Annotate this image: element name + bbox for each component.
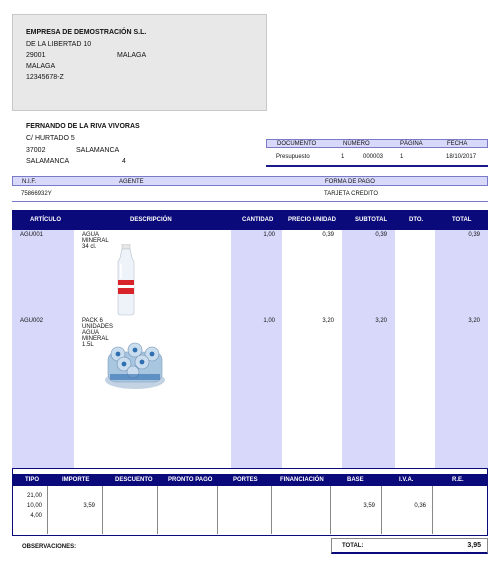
nif-header-agente: AGENTE	[119, 179, 144, 185]
totals-header-base: BASE	[347, 477, 364, 483]
document-header-row	[266, 139, 488, 148]
lines-header-total: TOTAL	[452, 217, 472, 223]
totals-separator	[432, 486, 433, 534]
client-city: SALAMANCA	[76, 147, 120, 154]
observaciones-label: OBSERVACIONES:	[22, 544, 77, 550]
company-city: MALAGA	[117, 52, 147, 59]
col-precio	[282, 230, 342, 468]
line-total: 3,20	[468, 318, 480, 324]
totals-header-row	[12, 474, 488, 486]
company-street: DE LA LIBERTAD 10	[26, 41, 92, 48]
totals-tipo-3: 4,00	[30, 513, 42, 519]
lines-header-cantidad: CANTIDAD	[242, 217, 274, 223]
line-descripcion: PACK 6 UNIDADES AGUA MINERAL 1.5L	[82, 318, 114, 348]
totals-tipo-2: 10,00	[26, 503, 42, 509]
col-articulo	[12, 230, 74, 468]
line-articulo: AGU001	[20, 232, 44, 238]
doc-value-serie: 1	[341, 154, 345, 160]
totals-iva: 0,36	[414, 503, 426, 509]
doc-value-pagina: 1	[400, 154, 404, 160]
line-subtotal: 0,39	[375, 232, 387, 238]
line-subtotal: 3,20	[375, 318, 387, 324]
totals-header-portes: PORTES	[233, 477, 258, 483]
client-street: C/ HURTADO 5	[26, 135, 75, 142]
col-subtotal	[342, 230, 395, 468]
totals-header-tipo: TIPO	[25, 477, 40, 483]
lines-header-subtotal: SUBTOTAL	[355, 217, 388, 223]
doc-value-numero: 000003	[363, 154, 384, 160]
totals-separator	[157, 486, 158, 534]
doc-header-numero: NÚMERO	[343, 141, 370, 147]
totals-separator	[102, 486, 103, 534]
totals-base: 3,59	[363, 503, 375, 509]
water-bottle-icon	[106, 244, 146, 316]
lines-header-row	[12, 210, 488, 230]
company-tax-id: 12345678-Z	[26, 74, 64, 81]
totals-header-importe: IMPORTE	[62, 477, 90, 483]
nif-header-row	[12, 176, 488, 186]
totals-separator	[217, 486, 218, 534]
totals-header-re: R.E.	[452, 477, 464, 483]
totals-header-descuento: DESCUENTO	[115, 477, 153, 483]
company-zip: 29001	[26, 52, 46, 59]
totals-importe: 3,59	[83, 503, 95, 509]
totals-separator	[381, 486, 382, 534]
client-number: 4	[122, 158, 126, 165]
nif-header-nif: N.I.F.	[22, 179, 37, 185]
nif-divider	[12, 201, 488, 202]
totals-separator	[47, 486, 48, 534]
company-info-box	[12, 14, 267, 111]
doc-header-documento: DOCUMENTO	[277, 141, 317, 147]
total-label: TOTAL:	[342, 543, 364, 549]
total-value: 3,95	[467, 542, 481, 549]
totals-separator	[330, 486, 331, 534]
totals-tipo-1: 21,00	[26, 493, 42, 499]
lines-header-articulo: ARTÍCULO	[30, 217, 61, 223]
water-pack-icon	[100, 330, 170, 392]
document-info-box	[266, 139, 488, 167]
lines-header-precio: PRECIO UNIDAD	[288, 217, 337, 223]
client-name: FERNANDO DE LA RIVA VIVORAS	[26, 123, 140, 130]
line-total: 0,39	[468, 232, 480, 238]
client-province: SALAMANCA	[26, 158, 70, 165]
nif-header-forma-pago: FORMA DE PAGO	[325, 179, 375, 185]
line-cantidad: 1,00	[263, 232, 275, 238]
doc-value-fecha: 18/10/2017	[446, 154, 477, 160]
totals-separator	[271, 486, 272, 534]
lines-header-descripcion: DESCRIPCIÓN	[130, 217, 172, 223]
totals-header-pronto-pago: PRONTO PAGO	[168, 477, 213, 483]
document-bottom-bar	[266, 165, 488, 167]
line-precio: 0,39	[322, 232, 334, 238]
company-province: MALAGA	[26, 63, 56, 70]
line-descripcion: AGUA MINERAL 34 cl.	[82, 232, 109, 250]
col-total	[435, 230, 488, 468]
doc-header-fecha: FECHA	[447, 141, 468, 147]
client-zip: 37002	[26, 147, 46, 154]
totals-header-iva: I.V.A.	[399, 477, 414, 483]
line-articulo: AGU002	[20, 318, 44, 324]
doc-value-documento: Presupuesto	[276, 154, 310, 160]
forma-pago-value: TARJETA CREDITO	[324, 191, 379, 197]
col-dto	[395, 230, 435, 468]
doc-header-pagina: PÁGINA	[400, 141, 423, 147]
nif-value: 75866932Y	[21, 191, 52, 197]
total-box	[331, 538, 488, 554]
totals-header-financiacion: FINANCIACIÓN	[280, 477, 324, 483]
company-name: EMPRESA DE DEMOSTRACIÓN S.L.	[26, 29, 147, 36]
col-cantidad	[231, 230, 282, 468]
lines-header-dto: DTO.	[409, 217, 424, 223]
line-precio: 3,20	[322, 318, 334, 324]
line-cantidad: 1,00	[263, 318, 275, 324]
